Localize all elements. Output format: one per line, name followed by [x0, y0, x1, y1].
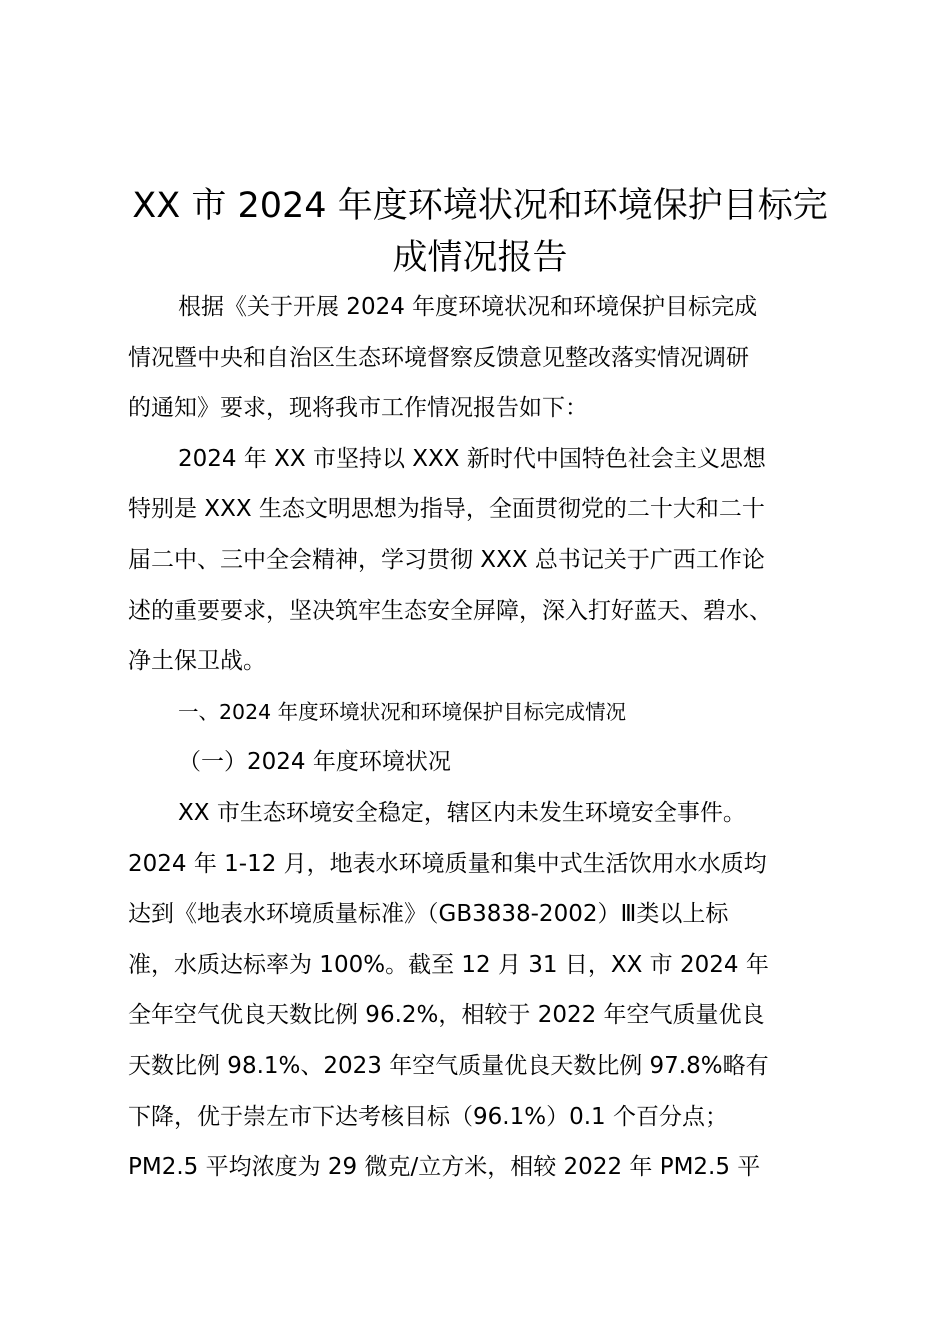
text-line: 情况暨中央和自治区生态环境督察反馈意见整改落实情况调研: [128, 344, 749, 371]
title-line-2: 成情况报告: [392, 238, 568, 278]
document-body: [128, 282, 848, 1193]
text-line: 2024 年 XX 市坚持以 XXX 新时代中国特色社会主义思想: [178, 445, 766, 472]
text-line: 准，水质达标率为 100%。截至 12 月 31 日，XX 市 2024 年: [128, 951, 769, 978]
title-line-1: XX 市 2024 年度环境状况和环境保护目标完: [132, 186, 828, 226]
text-line: 根据《关于开展 2024 年度环境状况和环境保护目标完成: [178, 294, 758, 320]
text-line: 2024 年 1-12 月，地表水环境质量和集中式生活饮用水水质均: [128, 850, 767, 877]
document-title: [100, 180, 860, 284]
text-line: 达到《地表水环境质量标准》（GB3838-2002）Ⅲ类以上标: [128, 901, 729, 928]
paragraph-environment-status: [128, 788, 848, 1193]
paragraph-intro: [128, 282, 848, 434]
section-heading-1: 一、2024 年度环境状况和环境保护目标完成情况: [178, 699, 627, 724]
text-line: XX 市生态环境安全稳定，辖区内未发生环境安全事件。: [178, 799, 746, 826]
text-line: 届二中、三中全会精神，学习贯彻 XXX 总书记关于广西工作论: [128, 546, 765, 573]
text-line: 天数比例 98.1%、2023 年空气质量优良天数比例 97.8%略有: [128, 1052, 769, 1079]
text-line: PM2.5 平均浓度为 29 微克/立方米，相较 2022 年 PM2.5 平: [128, 1154, 761, 1181]
text-line: 述的重要要求，坚决筑牢生态安全屏障，深入打好蓝天、碧水、: [128, 597, 772, 624]
text-line: 全年空气优良天数比例 96.2%，相较于 2022 年空气质量优良: [128, 1002, 765, 1029]
section-heading-2: （一）2024 年度环境状况: [178, 749, 451, 776]
paragraph-overview: [128, 434, 848, 687]
text-line: 净土保卫战。: [128, 648, 266, 675]
text-line: 的通知》要求，现将我市工作情况报告如下：: [128, 395, 588, 422]
text-line: 特别是 XXX 生态文明思想为指导，全面贯彻党的二十大和二十: [128, 496, 765, 523]
text-line: 下降，优于崇左市下达考核目标（96.1%）0.1 个百分点；: [128, 1103, 728, 1130]
